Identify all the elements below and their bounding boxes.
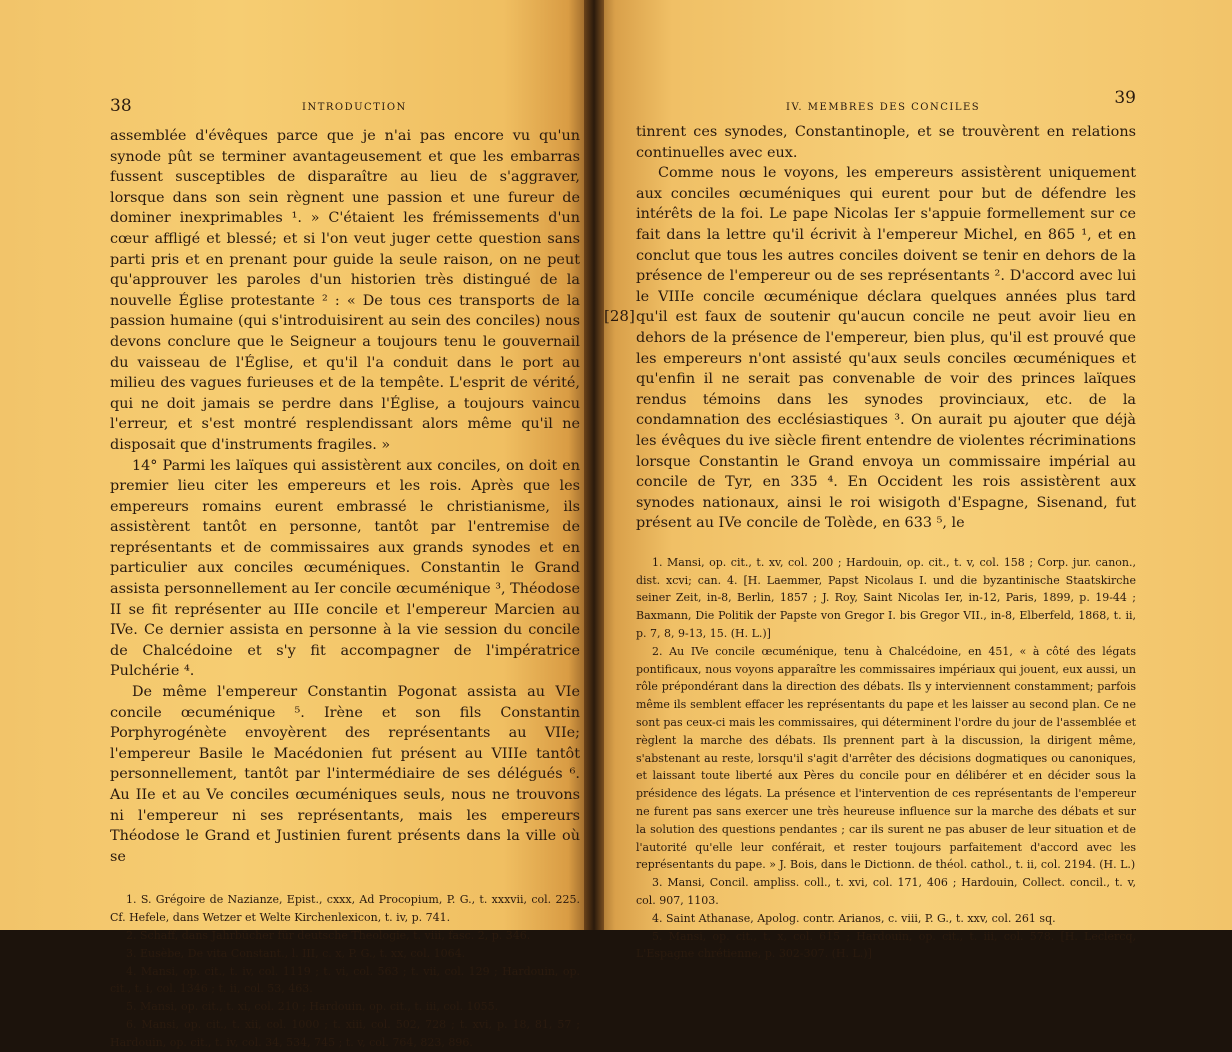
footnote: 3. Mansi, Concil. ampliss. coll., t. xvi, col. 171, 406 ; Hardouin, Collect. concil., t. v, col. 907, 1103. (636, 876, 1136, 908)
footnote: 2. Schaff, dans Jahrbücher für deutsche Theologie, t. viii, fasc. 2, p. 346. (126, 928, 531, 942)
left-footnotes (110, 891, 580, 1051)
footnote: 5. Mansi, op. cit., t. x, col. 615 ; Hardouin, op. cit., t. iii, col. 578. [H. Leclercq, L'Espagne chrétienne, p. 302-307. (H. L.)] (636, 929, 1136, 961)
footnote: 5. Mansi, op. cit., t. xi, col. 210 ; Hardouin, op. cit., t. iii, col. 1055. (126, 1000, 499, 1014)
right-paragraph: tinrent ces synodes, Constantinople, et se trouvèrent en relations continuelles avec eux. (636, 124, 1136, 161)
margin-page-marker: [28] (604, 307, 635, 325)
footnote: 1. S. Grégoire de Nazianze, Epist., cxxx, Ad Procopium, P. G., t. xxxvii, col. 225. Cf. Hefele, dans Wetzer et Welte Kirchenlexicon, t. iv, p. 741. (110, 893, 580, 925)
right-body-text (636, 122, 1136, 534)
right-page (596, 0, 1232, 961)
footnote: 4. Mansi, op. cit., t. iv, col. 1119 ; t. vi, col. 563 ; t. vii, col. 129 ; Hardouin, op. cit., t. i, col. 1346 ; t. ii, col. 53, 463. (110, 964, 580, 996)
footnote: 6. Mansi, op. cit., t. xii, col. 1000 ; t. xiii, col. 502, 728 ; t. xvi, p. 18, 81, 57 ; Hardouin, op. cit., t. iv, col. 34, 534, 745 ; t. v, col. 764, 823, 896. (110, 1017, 580, 1049)
left-body-text (110, 126, 580, 867)
left-page-number: 38 (110, 96, 132, 116)
right-paragraph: Comme nous le voyons, les empereurs assistèrent uniquement aux conciles œcuméniques qui eurent pour but de défendre les intérêts de la foi. Le pape Nicolas Ier s'appuie formellement sur ce fait dans la lettre qu'il écrivit à l'empereur Michel, en 865 ¹, et en conclut que tous les autres conciles doivent se tenir en dehors de la présence de l'empereur ou de ses représentants ². D'accord avec lui le VIIIe concile œcuménique déclara quelques années plus tard qu'il est faux de soutenir qu'aucun concile ne peut avoir lieu en dehors de la présence de l'empereur, bien plus, qu'il est prouvé que les empereurs n'ont assisté qu'aux seuls conciles œcuméniques et qu'enfin il ne serait pas convenable de voir des princes laïques rendus témoins dans les synodes provinciaux, etc. de la condamnation des ecclésiastiques ³. On aurait pu ajouter que déjà les évêques du ive siècle firent entendre de violentes récriminations lorsque Constantin le Grand envoya un commissaire impérial au concile de Tyr, en 335 ⁴. En Occident les rois assistèrent aux synodes nationaux, ainsi le roi wisigoth d'Espagne, Sisenand, fut présent au IVe concile de Tolède, en 633 ⁵, le (636, 165, 1136, 532)
footnote: 4. Saint Athanase, Apolog. contr. Arianos, c. viii, P. G., t. xxv, col. 261 sq. (652, 911, 1056, 925)
footnote: 1. Mansi, op. cit., t. xv, col. 200 ; Hardouin, op. cit., t. v, col. 158 ; Corp. jur. canon., dist. xcvi; can. 4. [H. Laemmer, Papst Nicolaus I. und die byzantinische Staatskirche seiner Zeit, in-8, Berlin, 1857 ; J. Roy, Saint Nicolas Ier, in-12, Paris, 1899, p. 19-44 ; Baxmann, Die Politik der Papste von Gregor I. bis Gregor VII., in-8, Elberfeld, 1868, t. ii, p. 7, 8, 9-13, 15. (H. L.)] (636, 555, 1136, 641)
left-page (0, 0, 592, 1049)
left-paragraph: assemblée d'évêques parce que je n'ai pas encore vu qu'un synode pût se terminer avantageusement et que les embarras fussent susceptibles de disparaître au lieu de s'aggraver, lorsque dans son sein règnent une passion et une fureur de dominer inexprimables ¹. » C'étaient les frémissements d'un cœur affligé et blessé; et si l'on veut juger cette question sans parti pris et en prenant pour guide la seule raison, on ne peut qu'approuver les paroles d'un historien très distingué de la nouvelle Église protestante ² : « De tous ces transports de la passion humaine (qui s'introduisirent au sein des conciles) nous devons conclure que le Seigneur a toujours tenu le gouvernail du vaisseau de l'Église, et qu'il l'a conduit dans le port au milieu des vagues furieuses et de la tempête. L'esprit de vérité, qui ne doit jamais se perdre dans l'Église, a toujours vaincu l'erreur, et s'est montré resplendissant alors même qu'il ne disposait que d'instruments fragiles. » (110, 128, 580, 453)
left-paragraph: 14° Parmi les laïques qui assistèrent aux conciles, on doit en premier lieu citer les empereurs et les rois. Après que les empereurs romains eurent embrassé le christianisme, ils assistèrent tantôt en personne, tantôt par l'entremise de représentants et de commissaires aux grands synodes et en particulier aux conciles œcuméniques. Constantin le Grand assista personnellement au Ier concile œcuménique ³, Théodose II se fit représenter au IIIe concile et l'empereur Marcien au IVe. Ce dernier assista en personne à la vie session du concile de Chalcédoine et s'y fit accompagner de l'impératrice Pulchérie ⁴. (110, 457, 580, 680)
right-running-title: IV. MEMBRES DES CONCILES (786, 102, 981, 113)
left-paragraph: De même l'empereur Constantin Pogonat assista au VIe concile œcuménique ⁵. Irène et son fils Constantin Porphyrogénète envoyèrent des représentants au VIIe; l'empereur Basile le Macédonien fut présent au VIIIe tantôt personnellement, tantôt par l'intermédiaire de ses délégués ⁶. Au IIe et au Ve conciles œcuméniques seuls, nous ne trouvons ni l'empereur ni ses représentants, mais les empereurs Théodose le Grand et Justinien furent présents dans la ville où se (110, 684, 580, 865)
book-gutter (584, 0, 604, 930)
right-footnotes (636, 554, 1136, 963)
footnote: 3. Eusèbe, De vita Constant., l. III, c. x, P. G., t. xx, col. 1064. (126, 946, 466, 960)
left-running-title: INTRODUCTION (302, 102, 407, 113)
right-page-number: 39 (1114, 88, 1136, 108)
footnote: 2. Au IVe concile œcuménique, tenu à Chalcédoine, en 451, « à côté des légats pontificaux, nous voyons apparaître les commissaires impériaux qui jouent, eux aussi, un rôle prépondérant dans la direction des débats. Ils y interviennent constamment; parfois même ils semblent effacer les représentants du pape et les laisser au second plan. Ce ne sont pas ceux-ci mais les commissaires, qui déterminent l'ordre du jour de l'assemblée et règlent la marche des débats. Ils prennent part à la discussion, la dirigent même, s'abstenant au reste, lorsqu'il s'agit d'arrêter des décisions dogmatiques ou canoniques, et laissant toute liberté aux Pères du concile pour en délibérer et en décider sous la présidence des légats. La présence et l'intervention de ces représentants de l'empereur ne furent pas sans exercer une très heureuse influence sur la marche des débats et sur la solution des questions pendantes ; car ils surent ne pas abuser de leur situation et de l'autorité qu'elle leur conférait, et rester toujours parfaitement d'accord avec les représentants du pape. » J. Bois, dans le Dictionn. de théol. cathol., t. ii, col. 2194. (H. L.) (636, 644, 1136, 872)
right-page-header (636, 88, 1136, 122)
left-page-header (110, 96, 580, 126)
